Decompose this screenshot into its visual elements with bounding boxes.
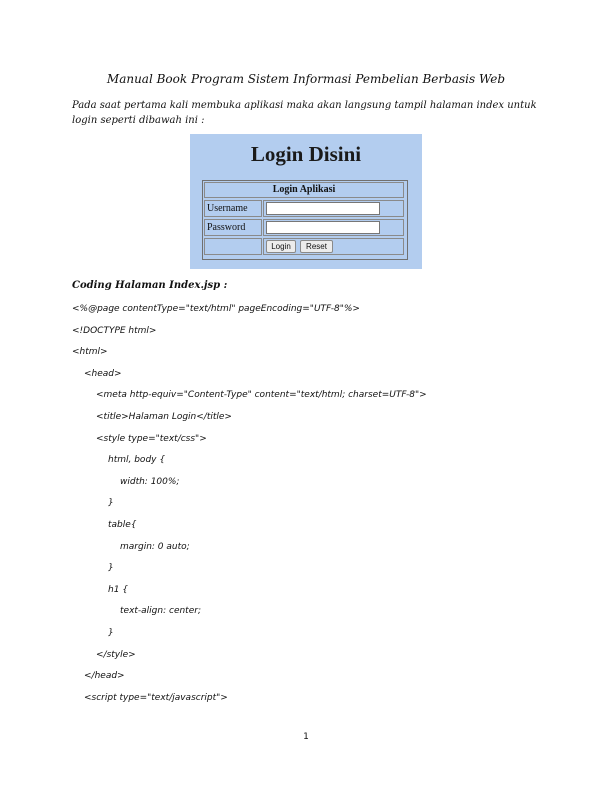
login-table-header: Login Aplikasi [204, 182, 404, 198]
code-line: width: 100%; [120, 476, 180, 487]
code-line: html, body { [108, 455, 166, 466]
reset-button[interactable]: Reset [300, 240, 333, 253]
code-line: <!DOCTYPE html> [72, 325, 157, 336]
code-block [72, 302, 552, 712]
code-line: <%@page contentType="text/html" pageEncoding="UTF-8"%> [72, 304, 360, 314]
code-line: h1 { [108, 584, 129, 595]
username-input[interactable] [266, 202, 380, 215]
code-line: table{ [108, 519, 137, 530]
page-number: 1 [303, 732, 309, 742]
code-line: <html> [72, 347, 108, 358]
code-line: } [108, 627, 114, 638]
code-line: <head> [84, 368, 122, 379]
document-title: Manual Book Program Sistem Informasi Pembelian Berbasis Web [106, 72, 506, 86]
code-line: <style type="text/css"> [96, 433, 207, 444]
intro-paragraph: Pada saat pertama kali membuka aplikasi maka akan langsung tampil halaman index untuk login seperti dibawah ini : [72, 100, 537, 126]
code-line: </head> [84, 671, 125, 682]
password-input[interactable] [266, 221, 380, 234]
login-page-screenshot [190, 134, 422, 269]
code-line: <title>Halaman Login</title> [96, 411, 232, 422]
code-heading: Coding Halaman Index.jsp : [72, 280, 228, 291]
code-line: </style> [96, 649, 136, 660]
code-line: } [108, 563, 114, 574]
code-line: } [108, 498, 114, 509]
code-line: margin: 0 auto; [120, 541, 190, 552]
code-line: <script type="text/javascript"> [84, 692, 228, 703]
login-button[interactable]: Login [266, 240, 296, 253]
code-line: text-align: center; [120, 606, 201, 617]
empty-cell [204, 238, 262, 255]
login-heading: Login Disini [250, 142, 362, 166]
password-label: Password [204, 219, 262, 236]
code-line: <meta http-equiv="Content-Type" content="text/html; charset=UTF-8"> [96, 390, 427, 401]
username-label: Username [204, 200, 262, 217]
